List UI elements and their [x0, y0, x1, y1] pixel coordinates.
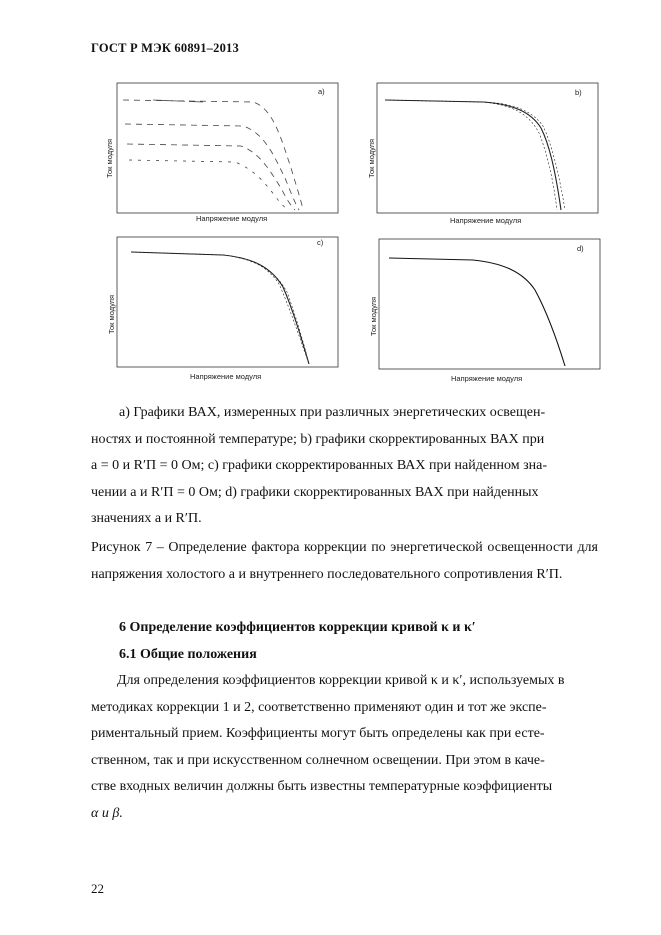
panel-d-xlabel: Напряжение модуля	[451, 374, 523, 383]
panel-a-label: a)	[318, 87, 325, 96]
panel-b-ylabel: Ток модуля	[367, 138, 376, 178]
figure-panel-b	[363, 78, 603, 233]
panel-c-plot	[103, 232, 343, 387]
legend-line: чении a и R′П = 0 Ом; d) графики скорректированных ВАХ при найденных	[91, 484, 539, 500]
body-line: риментальный прием. Коэффициенты могут быть определены как при есте-	[91, 726, 545, 741]
body-paragraph	[91, 668, 598, 827]
panel-b-curves	[385, 100, 565, 210]
panel-a-xlabel: Напряжение модуля	[196, 214, 268, 223]
body-line: Для определения коэффициентов коррекции кривой κ и κ′, используемых в	[117, 673, 565, 688]
panel-a-frame	[117, 83, 338, 213]
figure-panel-d	[363, 232, 603, 392]
legend-line: ностях и постоянной температуре; b) графики скорректированных ВАХ при	[91, 431, 545, 447]
body-line: стве входных величин должны быть известны температурные коэффициенты	[91, 779, 553, 794]
figure-panel-c	[103, 232, 343, 387]
legend-line: a = 0 и R′П = 0 Ом; с) графики скорректированных ВАХ при найденном зна-	[91, 458, 548, 473]
panel-b-plot	[363, 78, 603, 233]
panel-c-ylabel: Ток модуля	[107, 294, 116, 334]
document-header: ГОСТ Р МЭК 60891–2013	[91, 41, 239, 55]
body-line: ственном, так и при искусственном солнечном освещении. При этом в каче-	[91, 752, 545, 768]
body-line: α и β.	[91, 805, 123, 821]
panel-c-label: c)	[317, 238, 324, 247]
legend-line: значениях a и R′П.	[91, 511, 202, 526]
panel-d-label: d)	[577, 244, 584, 253]
panel-b-label: b)	[575, 88, 582, 97]
figure-legend	[91, 400, 598, 533]
panel-c-frame	[117, 237, 338, 367]
panel-d-curves	[389, 258, 565, 366]
panel-a-curves	[123, 100, 303, 210]
panel-d-plot	[363, 232, 603, 392]
figure-panel-a	[103, 78, 343, 233]
legend-line: а) Графики ВАХ, измеренных при различных энергетических освещен-	[119, 405, 546, 420]
panel-a-ylabel: Ток модуля	[105, 138, 114, 178]
panel-d-ylabel: Ток модуля	[369, 296, 378, 336]
section-heading: 6 Определение коэффициентов коррекции кривой κ и κ′	[119, 620, 476, 635]
panel-a-plot	[103, 78, 343, 233]
panel-c-xlabel: Напряжение модуля	[190, 372, 262, 381]
body-line: методиках коррекции 1 и 2, соответственно применяют один и тот же экспе-	[91, 699, 547, 715]
page-number: 22	[91, 881, 104, 896]
panel-c-curves	[131, 252, 309, 364]
figure-caption: Рисунок 7 – Определение фактора коррекции по энергетической освещенности для напряжения холостого a и внутреннего последовательного сопротивления R′П.	[91, 540, 598, 582]
panel-b-xlabel: Напряжение модуля	[450, 216, 522, 225]
subsection-heading: 6.1 Общие положения	[119, 647, 257, 662]
